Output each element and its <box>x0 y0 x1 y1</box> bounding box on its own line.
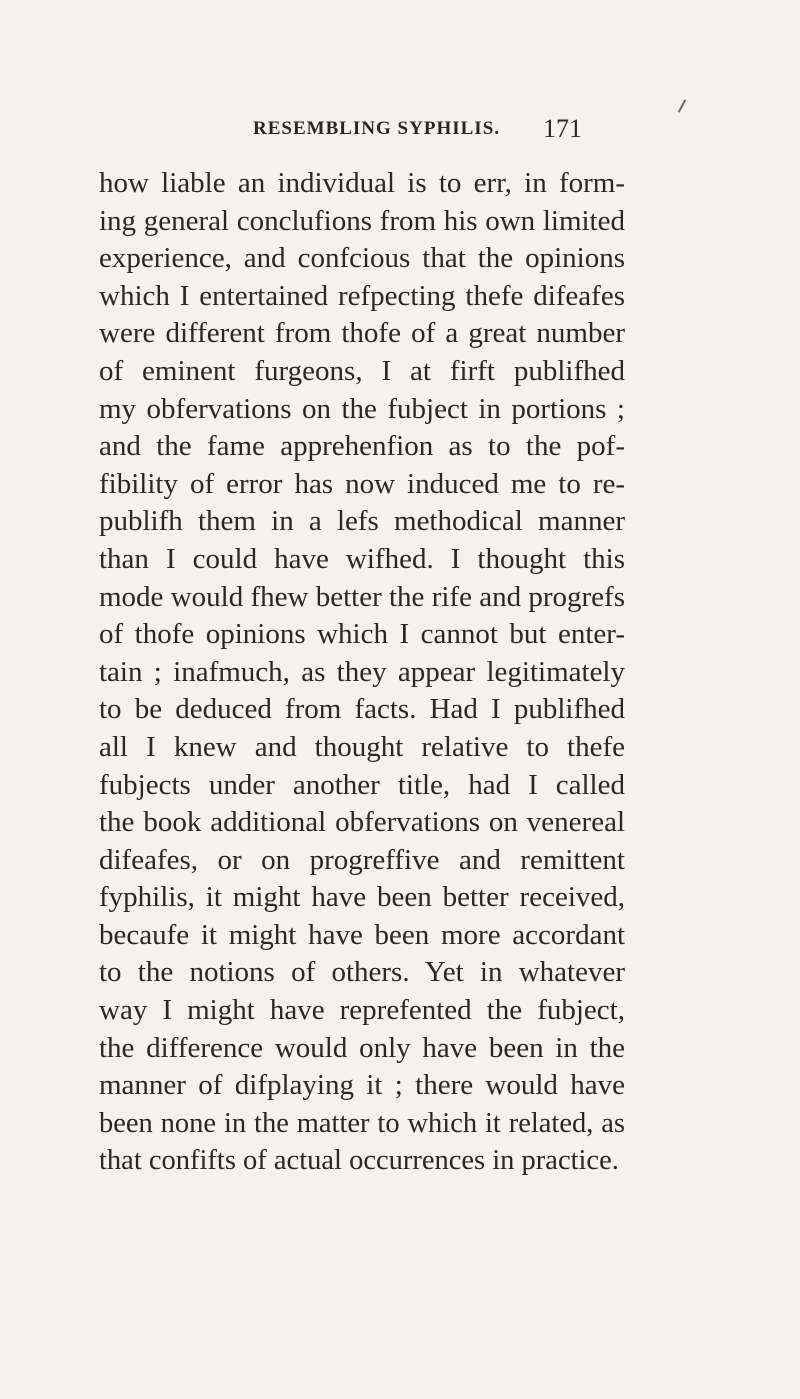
text-line: manner of difplaying it ; there would have <box>99 1069 625 1102</box>
text-line: all I knew and thought relative to thefe <box>99 730 625 763</box>
text-line: than I could have wifhed. I thought this <box>99 542 625 575</box>
text-line: becaufe it might have been more accordant <box>99 918 625 951</box>
text-line: ing general conclufions from his own limited <box>99 204 625 237</box>
text-line: way I might have reprefented the fubject, <box>99 994 625 1027</box>
running-head <box>0 114 800 148</box>
body-text <box>99 165 625 1180</box>
text-line: my obfervations on the fubject in portions ; <box>99 392 625 425</box>
page-number: 171 <box>543 114 582 143</box>
text-line: were different from thofe of a great number <box>99 317 625 350</box>
running-head-title: RESEMBLING SYPHILIS. <box>253 118 501 139</box>
text-line: to the notions of others. Yet in whatever <box>99 956 625 989</box>
text-line: which I entertained refpecting thefe difeafes <box>99 279 625 312</box>
text-line: the difference would only have been in the <box>99 1031 625 1064</box>
text-line: how liable an individual is to err, in form- <box>99 167 625 199</box>
text-line: experience, and confcious that the opinions <box>99 242 625 275</box>
text-line: and the fame apprehenfion as to the pof- <box>99 430 625 463</box>
text-line: to be deduced from facts. Had I publifhed <box>99 693 625 726</box>
text-line: fibility of error has now induced me to re- <box>99 467 625 500</box>
text-line: of thofe opinions which I cannot but enter- <box>99 618 625 651</box>
text-line: fubjects under another title, had I called <box>99 768 625 801</box>
text-line: mode would fhew better the rife and progrefs <box>99 580 625 613</box>
text-line: publifh them in a lefs methodical manner <box>99 505 625 538</box>
text-line: difeafes, or on progreffive and remittent <box>99 843 625 876</box>
text-line: fyphilis, it might have been better received, <box>99 881 625 914</box>
text-line: of eminent furgeons, I at firft publifhed <box>99 354 625 387</box>
text-line: the book additional obfervations on venereal <box>99 806 625 839</box>
text-line: tain ; inafmuch, as they appear legitimately <box>99 655 625 688</box>
text-line: been none in the matter to which it related, as <box>99 1107 625 1139</box>
margin-mark <box>678 99 686 112</box>
text-line: that confifts of actual occurrences in practice. <box>99 1145 619 1177</box>
